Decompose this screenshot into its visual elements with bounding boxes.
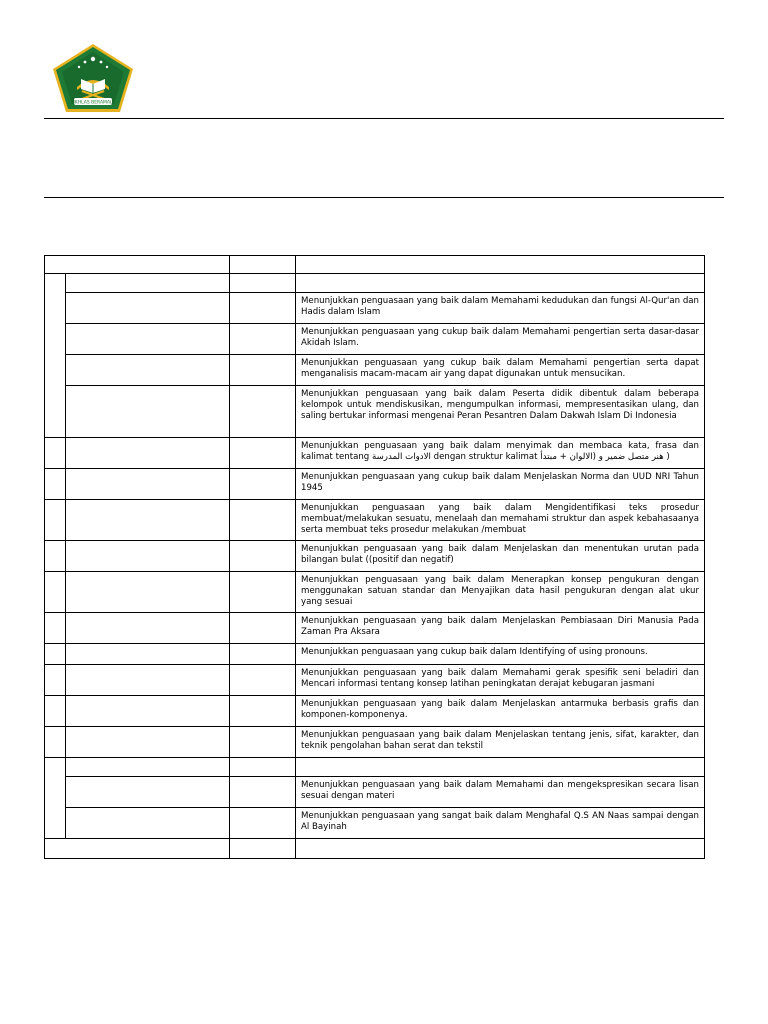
table-row [45,808,705,839]
kemenag-emblem-icon [52,43,134,113]
description-cell: Menunjukkan penguasaan yang baik dalam Menjelaskan tentang jenis, sifat, karakter, dan teknik pengolahan bahan serat dan tekstil [296,727,705,758]
description-cell: Menunjukkan penguasaan yang baik dalam Menjelaskan antarmuka berbasis grafis dan komponen-komponenya. [296,696,705,727]
description-cell: Menunjukkan penguasaan yang baik dalam Memahami dan mengekspresikan secara lisan sesuai dengan materi [296,777,705,808]
description-text: dengan struktur kalimat [433,451,538,462]
grades-table [44,255,705,859]
description-cell [296,438,705,469]
table-row [45,696,705,727]
description-cell: Menunjukkan penguasaan yang baik dalam Memahami kedudukan dan fungsi Al-Qur'an dan Hadis dalam Islam [296,293,705,324]
description-cell: Menunjukkan penguasaan yang baik dalam Memahami gerak spesifik seni beladiri dan Mencari informasi tentang konsep latihan peningkatan derajat kebugaran jasmani [296,665,705,696]
table-row [45,644,705,665]
header-divider-top [44,118,724,119]
description-cell: Menunjukkan penguasaan yang cukup baik dalam Identifying of using pronouns. [296,644,705,665]
table-row [45,324,705,355]
description-cell: Menunjukkan penguasaan yang baik dalam Peserta didik dibentuk dalam beberapa kelompok untuk mendiskusikan, mengumpulkan informasi, mempresentasikan ulang, dan saling bertukar informasi mengenai Peran Pesantren Dalam Dakwah Islam Di Indonesia [296,386,705,438]
description-cell: Menunjukkan penguasaan yang baik dalam Mengidentifikasi teks prosedur membuat/melakukan sesuatu, menelaah dan memahami struktur dan aspek kebahasaanya serta membuat teks prosedur melakukan /membuat [296,500,705,541]
table-row [45,293,705,324]
table-row [45,469,705,500]
description-cell: Menunjukkan penguasaan yang baik dalam Menjelaskan dan menentukan urutan pada bilangan bulat ((positif dan negatif) [296,541,705,572]
table-row [45,727,705,758]
table-row [45,386,705,438]
table-footer-row [45,839,705,859]
table-row [45,665,705,696]
description-cell: Menunjukkan penguasaan yang cukup baik dalam Memahami pengertian serta dasar-dasar Akidah Islam. [296,324,705,355]
section-number-cell [45,758,66,839]
section-number-cell [45,274,66,438]
description-text: Menunjukkan penguasaan yang baik dalam menyimak dan membaca kata, frasa dan kalimat tentang [301,441,699,462]
description-cell: Menunjukkan penguasaan yang cukup baik dalam Menjelaskan Norma dan UUD NRI Tahun 1945 [296,469,705,500]
table-row [45,541,705,572]
section-subheader-row [45,758,705,777]
table-row [45,572,705,613]
table-row [45,777,705,808]
table-row [45,500,705,541]
section-subheader-row [45,274,705,293]
table-row [45,438,705,469]
description-cell: Menunjukkan penguasaan yang baik dalam Menerapkan konsep pengukuran dengan menggunakan satuan standar dan Menyajikan data hasil pengukuran dengan alat ukur yang sesuai [296,572,705,613]
description-cell: Menunjukkan penguasaan yang baik dalam Menjelaskan Pembiasaan Diri Manusia Pada Zaman Pra Aksara [296,613,705,644]
logo-motto: IKHLAS BERAMAL [73,100,113,106]
description-cell: Menunjukkan penguasaan yang sangat baik dalam Menghafal Q.S AN Naas sampai dengan Al Bayinah [296,808,705,839]
arabic-text: الادوات المدرسة [371,451,431,462]
description-cell: Menunjukkan penguasaan yang cukup baik dalam Memahami pengertian serta dapat menganalisis macam-macam air yang dapat digunakan untuk mensucikan. [296,355,705,386]
table-header-row [45,256,705,274]
table-row [45,355,705,386]
header-divider-bottom [44,197,724,198]
arabic-text: ( هنر متصل ضمير و (الالوان + مبتدأ [540,451,670,462]
table-row [45,613,705,644]
